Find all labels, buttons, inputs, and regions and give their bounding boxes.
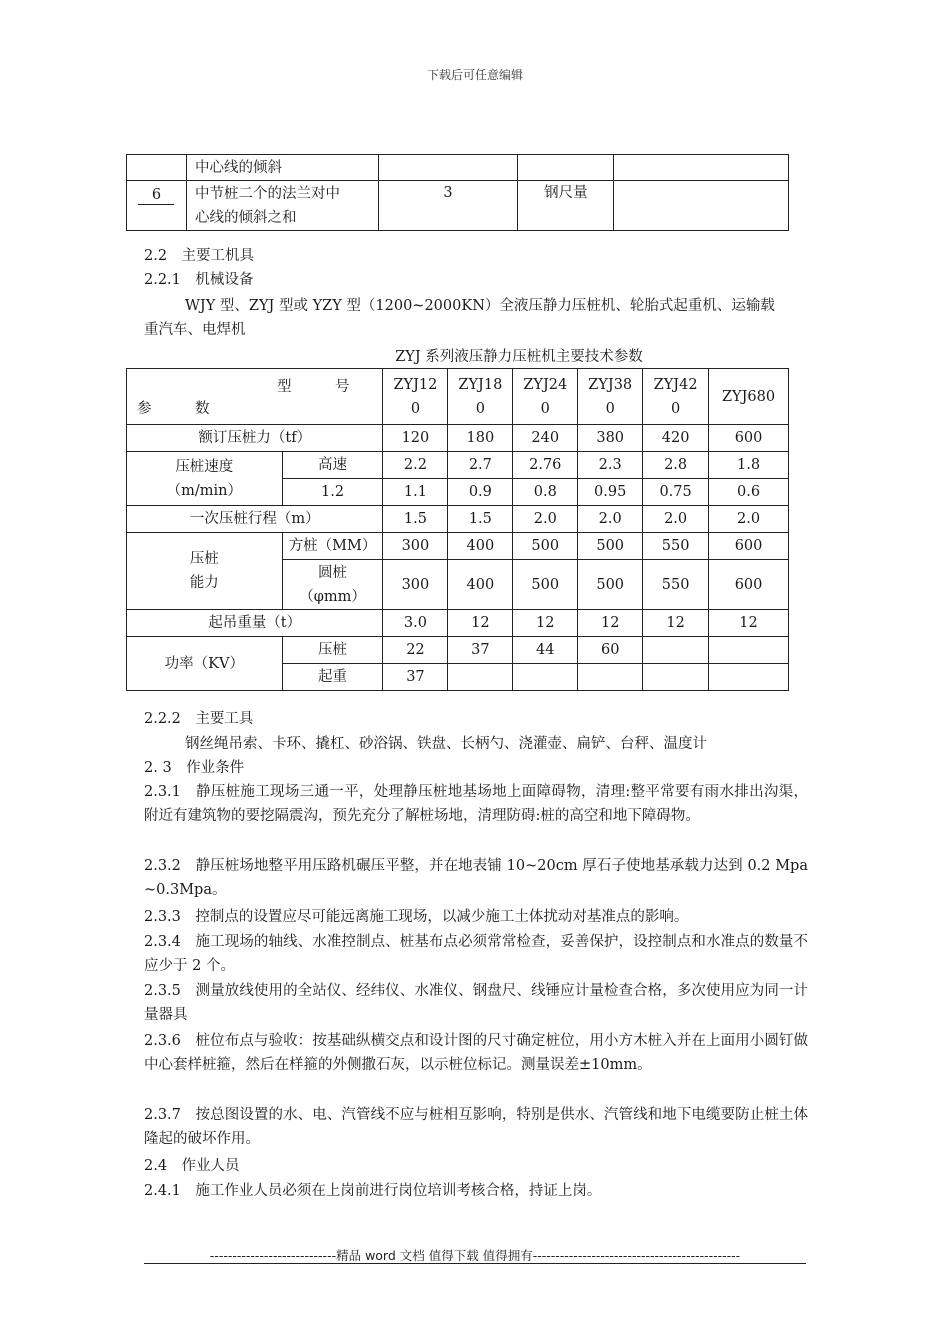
pile-machine-spec-table <box>126 368 789 691</box>
table-header-cell <box>448 369 513 425</box>
paragraph: 2.3.7 按总图设置的水、电、汽管线不应与桩相互影响，特别是供水、汽管线和地下电缆要防止桩土体隆起的破坏作用。 <box>144 1107 808 1147</box>
table-cell <box>513 664 578 691</box>
label-line: （m/min） <box>166 482 242 499</box>
tolerance-table <box>126 154 789 231</box>
table-cell: 420 <box>643 425 709 452</box>
table-cell: 2.0 <box>578 506 643 533</box>
table-cell <box>643 637 709 664</box>
table-cell: 37 <box>448 637 513 664</box>
table-cell: 钢尺量 <box>518 181 614 231</box>
section-heading: 2. 3 作业条件 <box>144 760 245 776</box>
model-name: ZYJ42 <box>653 376 698 393</box>
item-number: 6 <box>138 186 174 205</box>
table-cell: 1.5 <box>448 506 513 533</box>
paragraph-line: WJY 型、ZYJ 型或 YZY 型（1200~2000KN）全液压静力压桩机、轮胎式起重机、运输载 <box>185 298 775 314</box>
table-cell: 0.8 <box>513 479 578 506</box>
label-line: （φmm） <box>299 588 366 605</box>
paragraph: 2.3.4 施工现场的轴线、水准控制点、桩基布点必须常常检查，妥善保护，设控制点和水准点的数量不应少于 2 个。 <box>144 934 808 974</box>
table-cell: 300 <box>383 560 448 610</box>
sub-label: 高速 <box>282 452 383 479</box>
table-cell: 600 <box>709 533 789 560</box>
model-name-wrap: 0 <box>410 400 421 417</box>
model-name: ZYJ12 <box>393 376 438 393</box>
table-cell: 500 <box>578 560 643 610</box>
paragraph: 2.3.1 静压桩施工现场三通一平，处理静压桩地基场地上面障碍物，清理:整平常要有雨水排出沟渠，附近有建筑物的要挖隔震沟，预先充分了解桩场地，清理防碍:桩的高空和地下障碍物。 <box>144 784 808 824</box>
model-name-wrap: 0 <box>540 400 550 417</box>
table-cell: 1.1 <box>383 479 448 506</box>
sub-label: 1.2 <box>282 479 383 506</box>
sub-label: 压桩 <box>282 637 383 664</box>
table-cell: 12 <box>578 610 643 637</box>
table-cell: 300 <box>383 533 448 560</box>
table-cell <box>578 664 643 691</box>
cell-line: 中节桩二个的法兰对中 <box>194 185 340 202</box>
table-header-cell <box>383 369 448 425</box>
table-cell: 600 <box>709 560 789 610</box>
table-cell: 0.95 <box>578 479 643 506</box>
table-header-cell <box>643 369 709 425</box>
table-cell: 380 <box>578 425 643 452</box>
paragraph-line: 钢丝绳吊索、卡环、撬杠、砂浴锅、铁盘、长柄勺、浇灌壶、扁铲、台秤、温度计 <box>185 736 707 752</box>
table-title: ZYJ 系列液压静力压桩机主要技术参数 <box>395 349 643 365</box>
label-line: 能力 <box>189 575 219 591</box>
table-cell <box>709 637 789 664</box>
paragraph-line: 重汽车、电焊机 <box>144 322 246 338</box>
model-name-wrap: 0 <box>670 400 681 417</box>
table-cell <box>709 664 789 691</box>
paragraph: 2.3.2 静压桩场地整平用压路机碾压平整，并在地表铺 10~20cm 厚石子使地基承载力达到 0.2 Mpa ~0.3Mpa。 <box>144 858 808 898</box>
sub-label <box>282 560 383 610</box>
paragraph-line: 2.4.1 施工作业人员必须在上岗前进行岗位培训考核合格，持证上岗。 <box>144 1183 602 1199</box>
table-cell: 2.2 <box>383 452 448 479</box>
table-cell: 2.8 <box>643 452 709 479</box>
label-line: 压桩 <box>189 551 219 567</box>
table-cell: 1.8 <box>709 452 789 479</box>
table-cell: 600 <box>709 425 789 452</box>
paragraph: 2.3.5 测量放线使用的全站仪、经纬仪、水准仪、钢盘尺、线锤应计量检查合格，多次使用应为同一计量器具 <box>144 983 808 1023</box>
table-cell: 1.5 <box>383 506 448 533</box>
row-label <box>127 533 283 610</box>
section-heading: 2.4 作业人员 <box>144 1158 240 1174</box>
table-cell <box>643 664 709 691</box>
table-cell: 240 <box>513 425 578 452</box>
table-cell: 22 <box>383 637 448 664</box>
page-footer: ----------------------------精品 word 文档 值得下载 值得拥有---------------------------------------------- <box>209 1248 741 1263</box>
row-label: 起吊重量（t） <box>127 610 383 637</box>
section-heading: 2.2.1 机械设备 <box>144 272 254 288</box>
table-cell: 180 <box>448 425 513 452</box>
table-cell: 500 <box>513 533 578 560</box>
section-heading: 2.2 主要工机具 <box>144 248 255 264</box>
header-model-label: 型 号 <box>277 379 350 395</box>
table-cell: 12 <box>643 610 709 637</box>
table-cell <box>518 155 614 181</box>
page-header: 下载后可任意编辑 <box>426 68 523 82</box>
label-line: 压桩速度 <box>175 458 234 475</box>
label-line: 圆桩 <box>318 564 348 581</box>
paragraph: 2.3.6 桩位布点与验收：按基础纵横交点和设计图的尺寸确定桩位，用小方木桩入并在上面用小圆钉做中心套样桩箍，然后在样箍的外侧撒石灰，以示桩位标记。测量误差±10mm。 <box>144 1033 808 1073</box>
table-cell <box>614 155 789 181</box>
table-cell: 2.76 <box>513 452 578 479</box>
model-name-wrap: 0 <box>475 400 485 417</box>
table-cell <box>186 181 378 231</box>
model-name: ZYJ18 <box>458 376 503 393</box>
table-cell: 37 <box>383 664 448 691</box>
table-cell: 12 <box>513 610 578 637</box>
paragraph: 2.3.3 控制点的设置应尽可能远离施工现场，以减少施工土体扰动对基准点的影响。 <box>144 909 689 925</box>
table-cell: 400 <box>448 533 513 560</box>
table-cell: 12 <box>448 610 513 637</box>
table-cell <box>448 664 513 691</box>
table-cell: 44 <box>513 637 578 664</box>
footer-rule <box>144 1263 806 1264</box>
table-cell: 400 <box>448 560 513 610</box>
table-cell: 120 <box>383 425 448 452</box>
table-cell: 2.0 <box>513 506 578 533</box>
table-cell: 0.75 <box>643 479 709 506</box>
table-cell: 2.3 <box>578 452 643 479</box>
table-header-cell <box>578 369 643 425</box>
row-label: 额订压桩力（tf） <box>127 425 383 452</box>
table-cell: 3.0 <box>383 610 448 637</box>
table-cell: 500 <box>513 560 578 610</box>
table-cell: 3 <box>378 181 518 231</box>
model-name-wrap: 0 <box>605 400 615 417</box>
table-cell: 500 <box>578 533 643 560</box>
table-cell: 0.9 <box>448 479 513 506</box>
table-cell <box>127 181 187 231</box>
row-label: 功率（KV） <box>127 637 283 691</box>
table-cell: 550 <box>643 560 709 610</box>
row-label: 一次压桩行程（m） <box>127 506 383 533</box>
model-name: ZYJ24 <box>523 376 568 393</box>
row-label <box>127 452 283 506</box>
table-cell: 0.6 <box>709 479 789 506</box>
sub-label: 方桩（MM） <box>282 533 383 560</box>
header-param-label: 参 数 <box>137 401 210 417</box>
section-heading: 2.2.2 主要工具 <box>144 711 254 727</box>
table-cell: 12 <box>709 610 789 637</box>
table-header-cell <box>513 369 578 425</box>
cell-line: 心线的倾斜之和 <box>194 209 297 226</box>
table-cell: 中心线的倾斜 <box>186 155 378 181</box>
sub-label: 起重 <box>282 664 383 691</box>
table-cell: 2.7 <box>448 452 513 479</box>
table-cell: 550 <box>643 533 709 560</box>
table-cell: 2.0 <box>643 506 709 533</box>
table-cell: 2.0 <box>709 506 789 533</box>
table-header-corner <box>127 369 383 425</box>
table-cell: 60 <box>578 637 643 664</box>
model-name: ZYJ38 <box>588 376 633 393</box>
table-cell <box>614 181 789 231</box>
table-cell <box>378 155 518 181</box>
table-cell <box>127 155 187 181</box>
table-header-cell: ZYJ680 <box>709 369 789 425</box>
